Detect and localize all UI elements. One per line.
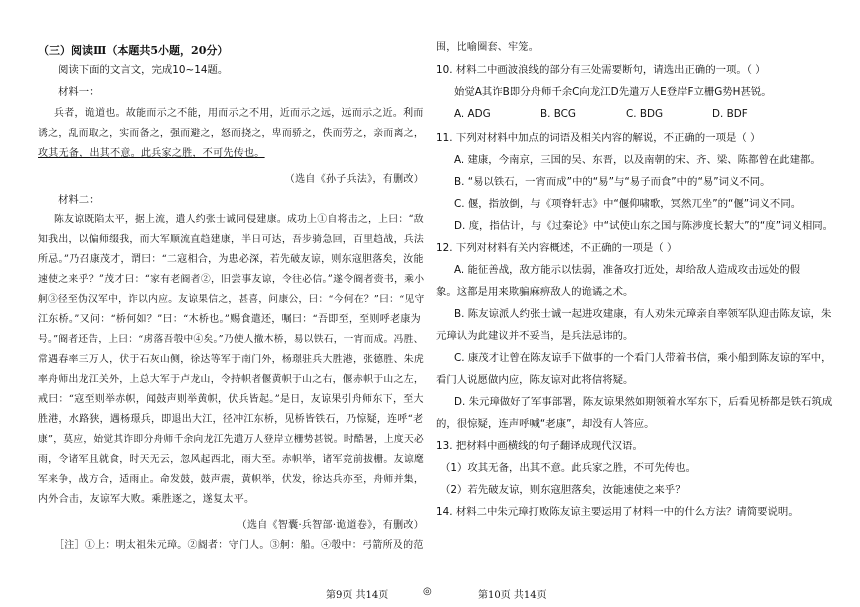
left-page <box>38 0 426 580</box>
material-2-line: 号。”阍者还告，上曰：“虏落吾彀中④矣。”乃使人撤木桥，易以铁石，一宵而成。冯胜、 <box>38 334 424 345</box>
material-2-line: 舸③径至伪汉军中，诈以内应。友谅果信之，甚喜，问康公，曰：“今何在？”曰：“见守 <box>38 294 425 305</box>
material-2-line: 雨，令诸军且就食，时天无云，忽风起西北，雨大至。赤帜举，诸军竞前拔栅。友谅麾 <box>38 454 425 465</box>
material-1-line: 诱之，乱而取之，实而备之，强而避之，怒而挠之，卑而骄之，佚而劳之，亲而离之， <box>38 128 425 139</box>
question-12-line: 看门人说愿做内应，陈友谅对此将信将疑。 <box>436 374 634 386</box>
material-2-source: （选自《智囊·兵智部·诡道卷》，有删改） <box>236 520 424 531</box>
option-a: A. ADG <box>454 108 491 120</box>
option-d: D. BDF <box>712 108 748 120</box>
question-10-options <box>454 104 798 124</box>
material-1-line: 兵者，诡道也。故能而示之不能，用而示之不用，近而示之远，远而示之近。利而 <box>54 108 424 119</box>
question-11-option-b: B. “易以铁石，一宵而成”中的“易”与“易子而食”中的“易”词义不同。 <box>454 176 771 188</box>
question-12-line: A. 能征善战，敌方能示以怯弱，准备攻打近处，却给敌人造成攻击远处的假 <box>454 264 801 276</box>
question-13-part-1: （1）攻其无备，出其不意。此兵家之胜，不可先传也。 <box>440 462 696 474</box>
question-11-option-d: D. 度，指估计，与《过秦论》中“试使山东之国与陈涉度长絜大”的“度”词义相同。 <box>454 220 834 232</box>
material-2-line: 内外合击，友谅军大败。乘胜逐之，遂复太平。 <box>38 494 255 505</box>
material-2-line: 率舟师出龙江关外，上总大军于卢龙山，令持帜者偃黄帜于山之右，偃赤帜于山之左， <box>38 374 425 385</box>
option-b: B. BCG <box>540 108 576 120</box>
annotation-note-continued: 围，比喻圈套、牢笼。 <box>436 42 539 53</box>
question-14: 14. 材料二中朱元璋打败陈友谅主要运用了材料一中的什么方法？请简要说明。 <box>436 506 799 518</box>
material-2-line: 胜港，水路狭，遇杨璟兵，即退出大江，径冲江东桥，见桥皆铁石，乃惊疑，连呼“老 <box>38 414 424 425</box>
material-1-line-underlined: 攻其无备，出其不意。此兵家之胜，不可先传也。 <box>38 148 265 159</box>
material-2-line: 军来争，战方合，适雨止。命发鼓，鼓声震，黄帜举，伏发，徐达兵亦至，舟师并集， <box>38 474 425 485</box>
material-2-line: 陈友谅既陷太平，据上流，遣人约张士诚同侵建康。成功上①自将击之，上曰：“敌 <box>54 214 424 225</box>
instruction: 阅读下面的文言文，完成10~14题。 <box>58 64 229 76</box>
question-12-line: D. 朱元璋做好了军事部署，陈友谅果然如期领着水军东下，后看见桥都是铁石筑成 <box>454 396 833 408</box>
section-title: （三）阅读Ⅲ（本题共5小题，20分） <box>38 44 229 57</box>
question-10-text: 始觉A其诈B即分舟师千余C向龙江D先遣万人E登岸F立栅G势H甚锐。 <box>454 86 772 98</box>
material-1-label: 材料一： <box>58 86 100 98</box>
left-page-number: 第9页 共14页 <box>326 590 389 601</box>
question-12-line: 象。这都是用来欺骗麻痹敌人的诡谲之术。 <box>436 286 634 298</box>
question-11: 11. 下列对材料中加点的词语及相关内容的解说，不正确的一项是（ ） <box>436 132 761 144</box>
right-page-number: 第10页 共14页 <box>478 590 547 601</box>
question-12: 12. 下列对材料有关内容概述，不正确的一项是（ ） <box>436 242 678 254</box>
material-2-line: 知我出，以偏师缀我，而大军顺流直趋建康，半日可达，吾步骑急回，百里趋战，兵法 <box>38 234 425 245</box>
question-12-line: B. 陈友谅派人约张士诚一起进攻建康，有人劝朱元璋亲自率领军队迎击陈友谅，朱 <box>454 308 832 320</box>
material-2-label: 材料二： <box>58 194 100 206</box>
question-10: 10. 材料二中画波浪线的部分有三处需要断句，请选出正确的一项。（ ） <box>436 64 766 76</box>
question-12-line: C. 康茂才让曾在陈友谅手下做事的一个看门人带着书信，乘小船到陈友谅的军中， <box>454 352 832 364</box>
material-2-line-wavy: 康”，莫应，始觉其诈即分舟师千余向龙江先遣万人登岸立栅势甚锐。时酷暑，上度天必 <box>38 434 424 445</box>
right-page <box>436 0 848 580</box>
question-13-part-2: （2）若先破友谅，则东寇胆落矣，汝能速使之来乎？ <box>440 484 686 496</box>
material-2-line: 速使之来乎？”茂才曰：“家有老阍者②，旧尝事友谅，令往必信。”遂令阍者赍书，乘小 <box>38 274 425 285</box>
option-c: C. BDG <box>626 108 664 120</box>
annotation-note: ［注］①上：明太祖朱元璋。②阍者：守门人。③舸：船。④彀中：弓箭所及的范 <box>54 540 424 551</box>
page-footer <box>0 580 860 607</box>
material-2-line: 常遇春率三万人，伏于石灰山侧，徐达等军于南门外，杨璟驻兵大胜港，张德胜、朱虎 <box>38 354 425 365</box>
question-12-line: 元璋认为此建议并不妥当，是兵法忌讳的。 <box>436 330 634 342</box>
material-2-line: 戒曰：“寇至则举赤帜，闻鼓声则举黄帜，伏兵皆起。”是日，友谅果引舟师东下，至大 <box>38 394 424 405</box>
material-2-line: 所忌。”乃召康茂才，谓曰：“二寇相合，为患必深，若先破友谅，则东寇胆落矣，汝能 <box>38 254 424 265</box>
question-11-option-c: C. 偃，指放倒，与《项脊轩志》中“偃仰啸歌，冥然兀坐”的“偃”词义不同。 <box>454 198 802 210</box>
material-2-line: 江东桥。”又问：“桥何如？”曰：“木桥也。”赐食遣还，嘱曰：“吾即至，至则呼老康为 <box>38 314 421 325</box>
material-1-source: （选自《孙子兵法》，有删改） <box>284 174 424 185</box>
question-11-option-a: A. 建康，今南京，三国的吴、东晋，以及南朝的宋、齐、梁、陈都曾在此建都。 <box>454 154 821 166</box>
question-13: 13. 把材料中画横线的句子翻译成现代汉语。 <box>436 440 643 452</box>
question-12-line: 的，很惊疑，连声呼喊“老康”，却没有人答应。 <box>436 418 655 430</box>
center-mark: ◎ <box>423 586 432 597</box>
